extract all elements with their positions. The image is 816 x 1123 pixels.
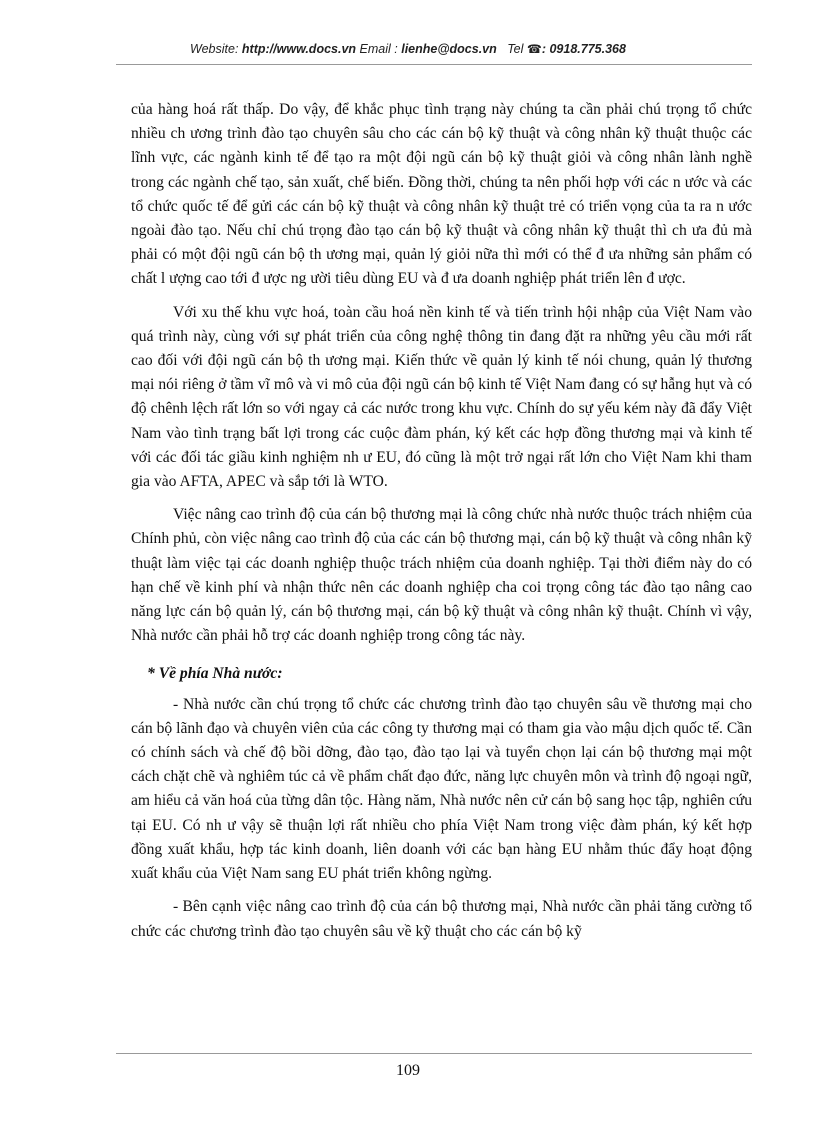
- paragraph-4: - Nhà nước cần chú trọng tổ chức các chương trình đào tạo chuyên sâu về thương mại cho cán bộ lãnh đạo và chuyên viên của các công ty thương mại có tham gia vào mậu dịch quốc tế. Cần có chính sách và chế độ bồi dỡng, đào tạo, đào tạo lại và tuyển chọn lại cán bộ thương mại một cách chặt chẽ và nghiêm túc cả về phẩm chất đạo đức, năng lực chuyên môn và trình độ ngoại ngữ, am hiểu cả văn hoá của từng dân tộc. Hàng năm, Nhà nước nên cử cán bộ sang học tập, nghiên cứu tại EU. Có nh ư vậy sẽ thuận lợi rất nhiều cho phía Việt Nam trong việc đàm phán, ký kết hợp đồng xuất khẩu, hợp tác kinh doanh, liên doanh với các bạn hàng EU nhằm thúc đẩy hoạt động xuất khẩu của Việt Nam sang EU phát triển không ngừng.: [131, 695, 752, 883]
- email-link[interactable]: lienhe@docs.vn: [401, 42, 497, 56]
- paragraph-2: Với xu thế khu vực hoá, toàn cầu hoá nền kinh tế và tiến trình hội nhập của Việt Nam vào quá trình này, cùng với sự phát triển của công nghệ thông tin đang đặt ra những yêu cầu mới rất cao đối với đội ngũ cán bộ th ương mại. Kiến thức về quản lý kinh tế nói chung, quản lý thương mại nói riêng ở tầm vĩ mô và vi mô của đội ngũ cán bộ kinh tế Việt Nam đang có sự hẫng hụt và có độ chênh lệch rất lớn so với ngay cả các nước trong khu vực. Chính do sự yếu kém này đã đẩy Việt Nam vào tình trạng bất lợi trong các cuộc đàm phán, ký kết các hợp đồng thương mại và kinh tế với các đối tác giầu kinh nghiệm nh ư EU, đó cũng là một trở ngại rất lớn cho Việt Nam khi tham gia vào AFTA, APEC và sắp tới là WTO.: [131, 303, 752, 491]
- page-body: [131, 98, 752, 953]
- paragraph-3: Việc nâng cao trình độ của cán bộ thương mại là công chức nhà nước thuộc trách nhiệm của Chính phủ, còn việc nâng cao trình độ của các cán bộ thương mại, cán bộ kỹ thuật và công nhân kỹ thuật làm việc tại các doanh nghiệp thuộc trách nhiệm của doanh nghiệp. Tại thời điểm này do có hạn chế về kinh phí và nhận thức nên các doanh nghiệp cha coi trọng công tác đào tạo nâng cao năng lực cán bộ quản lý, cán bộ thương mại, cán bộ kỹ thuật và công nhân kỹ thuật. Chính vì vậy, Nhà nước cần phải hỗ trợ các doanh nghiệp trong công tác này.: [131, 506, 752, 645]
- paragraph-5: - Bên cạnh việc nâng cao trình độ của cán bộ thương mại, Nhà nước cần phải tăng cường tổ chức các chương trình đào tạo chuyên sâu về kỹ thuật cho các cán bộ kỹ: [131, 898, 752, 940]
- footer-divider: [116, 1053, 752, 1054]
- website-label: Website:: [190, 42, 239, 56]
- paragraph-1: của hàng hoá rất thấp. Do vậy, để khắc phục tình trạng này chúng ta cần phải chú trọng tổ chức nhiều ch ương trình đào tạo chuyên sâu cho các cán bộ kỹ thuật và công nhân kỹ thuật thuộc các lĩnh vực, các ngành kinh tế để tạo ra một đội ngũ cán bộ kỹ thuật giỏi và công nhân lành nghề trong các ngành chế tạo, sản xuất, chế biến. Đồng thời, chúng ta nên phối hợp với các n ước và các tổ chức quốc tế để gửi các cán bộ kỹ thuật và công nhân kỹ thuật trẻ có triển vọng của ta ra n ước ngoài đào tạo. Nếu chỉ chú trọng đào tạo cán bộ kỹ thuật và công nhân kỹ thuật thì ch ưa đủ mà phải có một đội ngũ cán bộ th ương mại, quản lý giỏi nữa thì mới có thể đ ưa những sản phẩm có chất l ượng cao tới đ ược ng ười tiêu dùng EU và đ ưa doanh nghiệp phát triển lên đ ược.: [131, 101, 752, 288]
- section-heading: * Về phía Nhà nước:: [147, 665, 283, 683]
- page-header: [0, 42, 816, 56]
- tel-label: Tel: [507, 42, 524, 56]
- website-link[interactable]: http://www.docs.vn: [241, 42, 357, 56]
- phone-icon: ☎: [526, 42, 542, 56]
- tel-number: : 0918.775.368: [541, 42, 626, 56]
- page-number: 109: [396, 1062, 420, 1079]
- email-label: Email :: [359, 42, 398, 56]
- header-divider: [116, 64, 752, 65]
